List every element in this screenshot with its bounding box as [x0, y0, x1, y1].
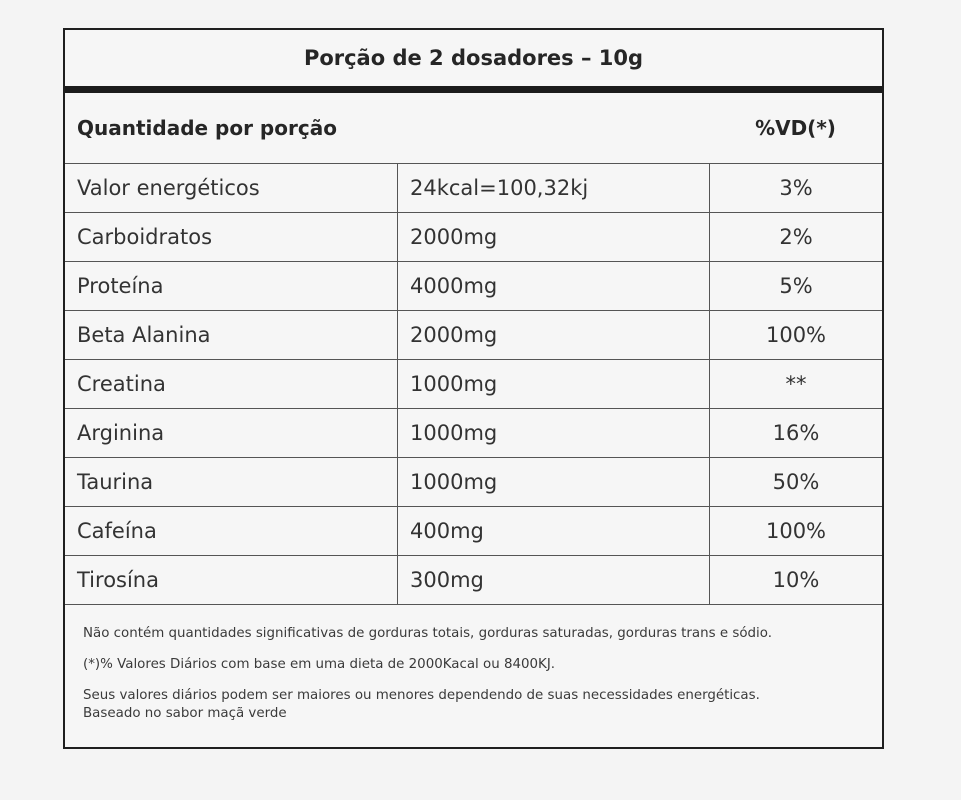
table-row	[65, 360, 882, 409]
nutrient-name: Creatina	[65, 360, 398, 408]
nutrient-amount: 4000mg	[398, 262, 710, 310]
table-row	[65, 458, 882, 507]
footnotes	[65, 605, 882, 723]
nutrition-facts-table	[63, 28, 884, 749]
footnote-no-significant-fats: Não contém quantidades significativas de gorduras totais, gorduras saturadas, gorduras trans e sódio.	[83, 626, 772, 641]
nutrient-name: Valor energéticos	[65, 164, 398, 212]
portion-title: Porção de 2 dosadores – 10g	[65, 30, 882, 93]
table-row	[65, 164, 882, 213]
nutrient-daily-value: 3%	[779, 176, 813, 200]
nutrient-daily-value: 2%	[779, 225, 813, 249]
nutrient-amount: 1000mg	[398, 360, 710, 408]
nutrient-daily-value: 16%	[772, 421, 820, 445]
nutrient-amount: 1000mg	[398, 409, 710, 457]
nutrient-daily-value: **	[785, 372, 807, 396]
nutrient-daily-value: 100%	[765, 323, 827, 347]
quantity-per-portion-header: Quantidade por porção	[77, 116, 337, 140]
nutrient-name: Proteína	[65, 262, 398, 310]
nutrient-daily-value: 5%	[779, 274, 813, 298]
nutrient-name: Beta Alanina	[65, 311, 398, 359]
nutrient-name: Cafeína	[65, 507, 398, 555]
nutrient-name: Carboidratos	[65, 213, 398, 261]
footnote-flavor: Baseado no sabor maçã verde	[83, 706, 287, 722]
nutrient-daily-value: 50%	[772, 470, 820, 494]
table-header	[65, 93, 882, 164]
nutrient-name: Arginina	[65, 409, 398, 457]
nutrient-amount: 400mg	[398, 507, 710, 555]
nutrient-daily-value: 10%	[772, 568, 820, 592]
nutrient-amount: 300mg	[398, 556, 710, 604]
nutrient-amount: 2000mg	[398, 311, 710, 359]
daily-value-header: %VD(*)	[755, 116, 836, 140]
footnote-daily-values-basis: (*)% Valores Diários com base em uma dieta de 2000Kacal ou 8400KJ.	[83, 657, 556, 673]
table-row	[65, 213, 882, 262]
nutrient-daily-value: 100%	[765, 519, 827, 543]
nutrient-amount: 1000mg	[398, 458, 710, 506]
nutrient-amount: 24kcal=100,32kj	[398, 164, 710, 212]
table-row	[65, 409, 882, 458]
table-row	[65, 262, 882, 311]
nutrient-amount: 2000mg	[398, 213, 710, 261]
footnote-daily-values-variation: Seus valores diários podem ser maiores ou menores dependendo de suas necessidades energéticas.	[83, 688, 760, 704]
nutrient-name: Tirosína	[65, 556, 398, 604]
nutrient-name: Taurina	[65, 458, 398, 506]
table-row	[65, 507, 882, 556]
table-row	[65, 311, 882, 360]
table-row	[65, 556, 882, 605]
